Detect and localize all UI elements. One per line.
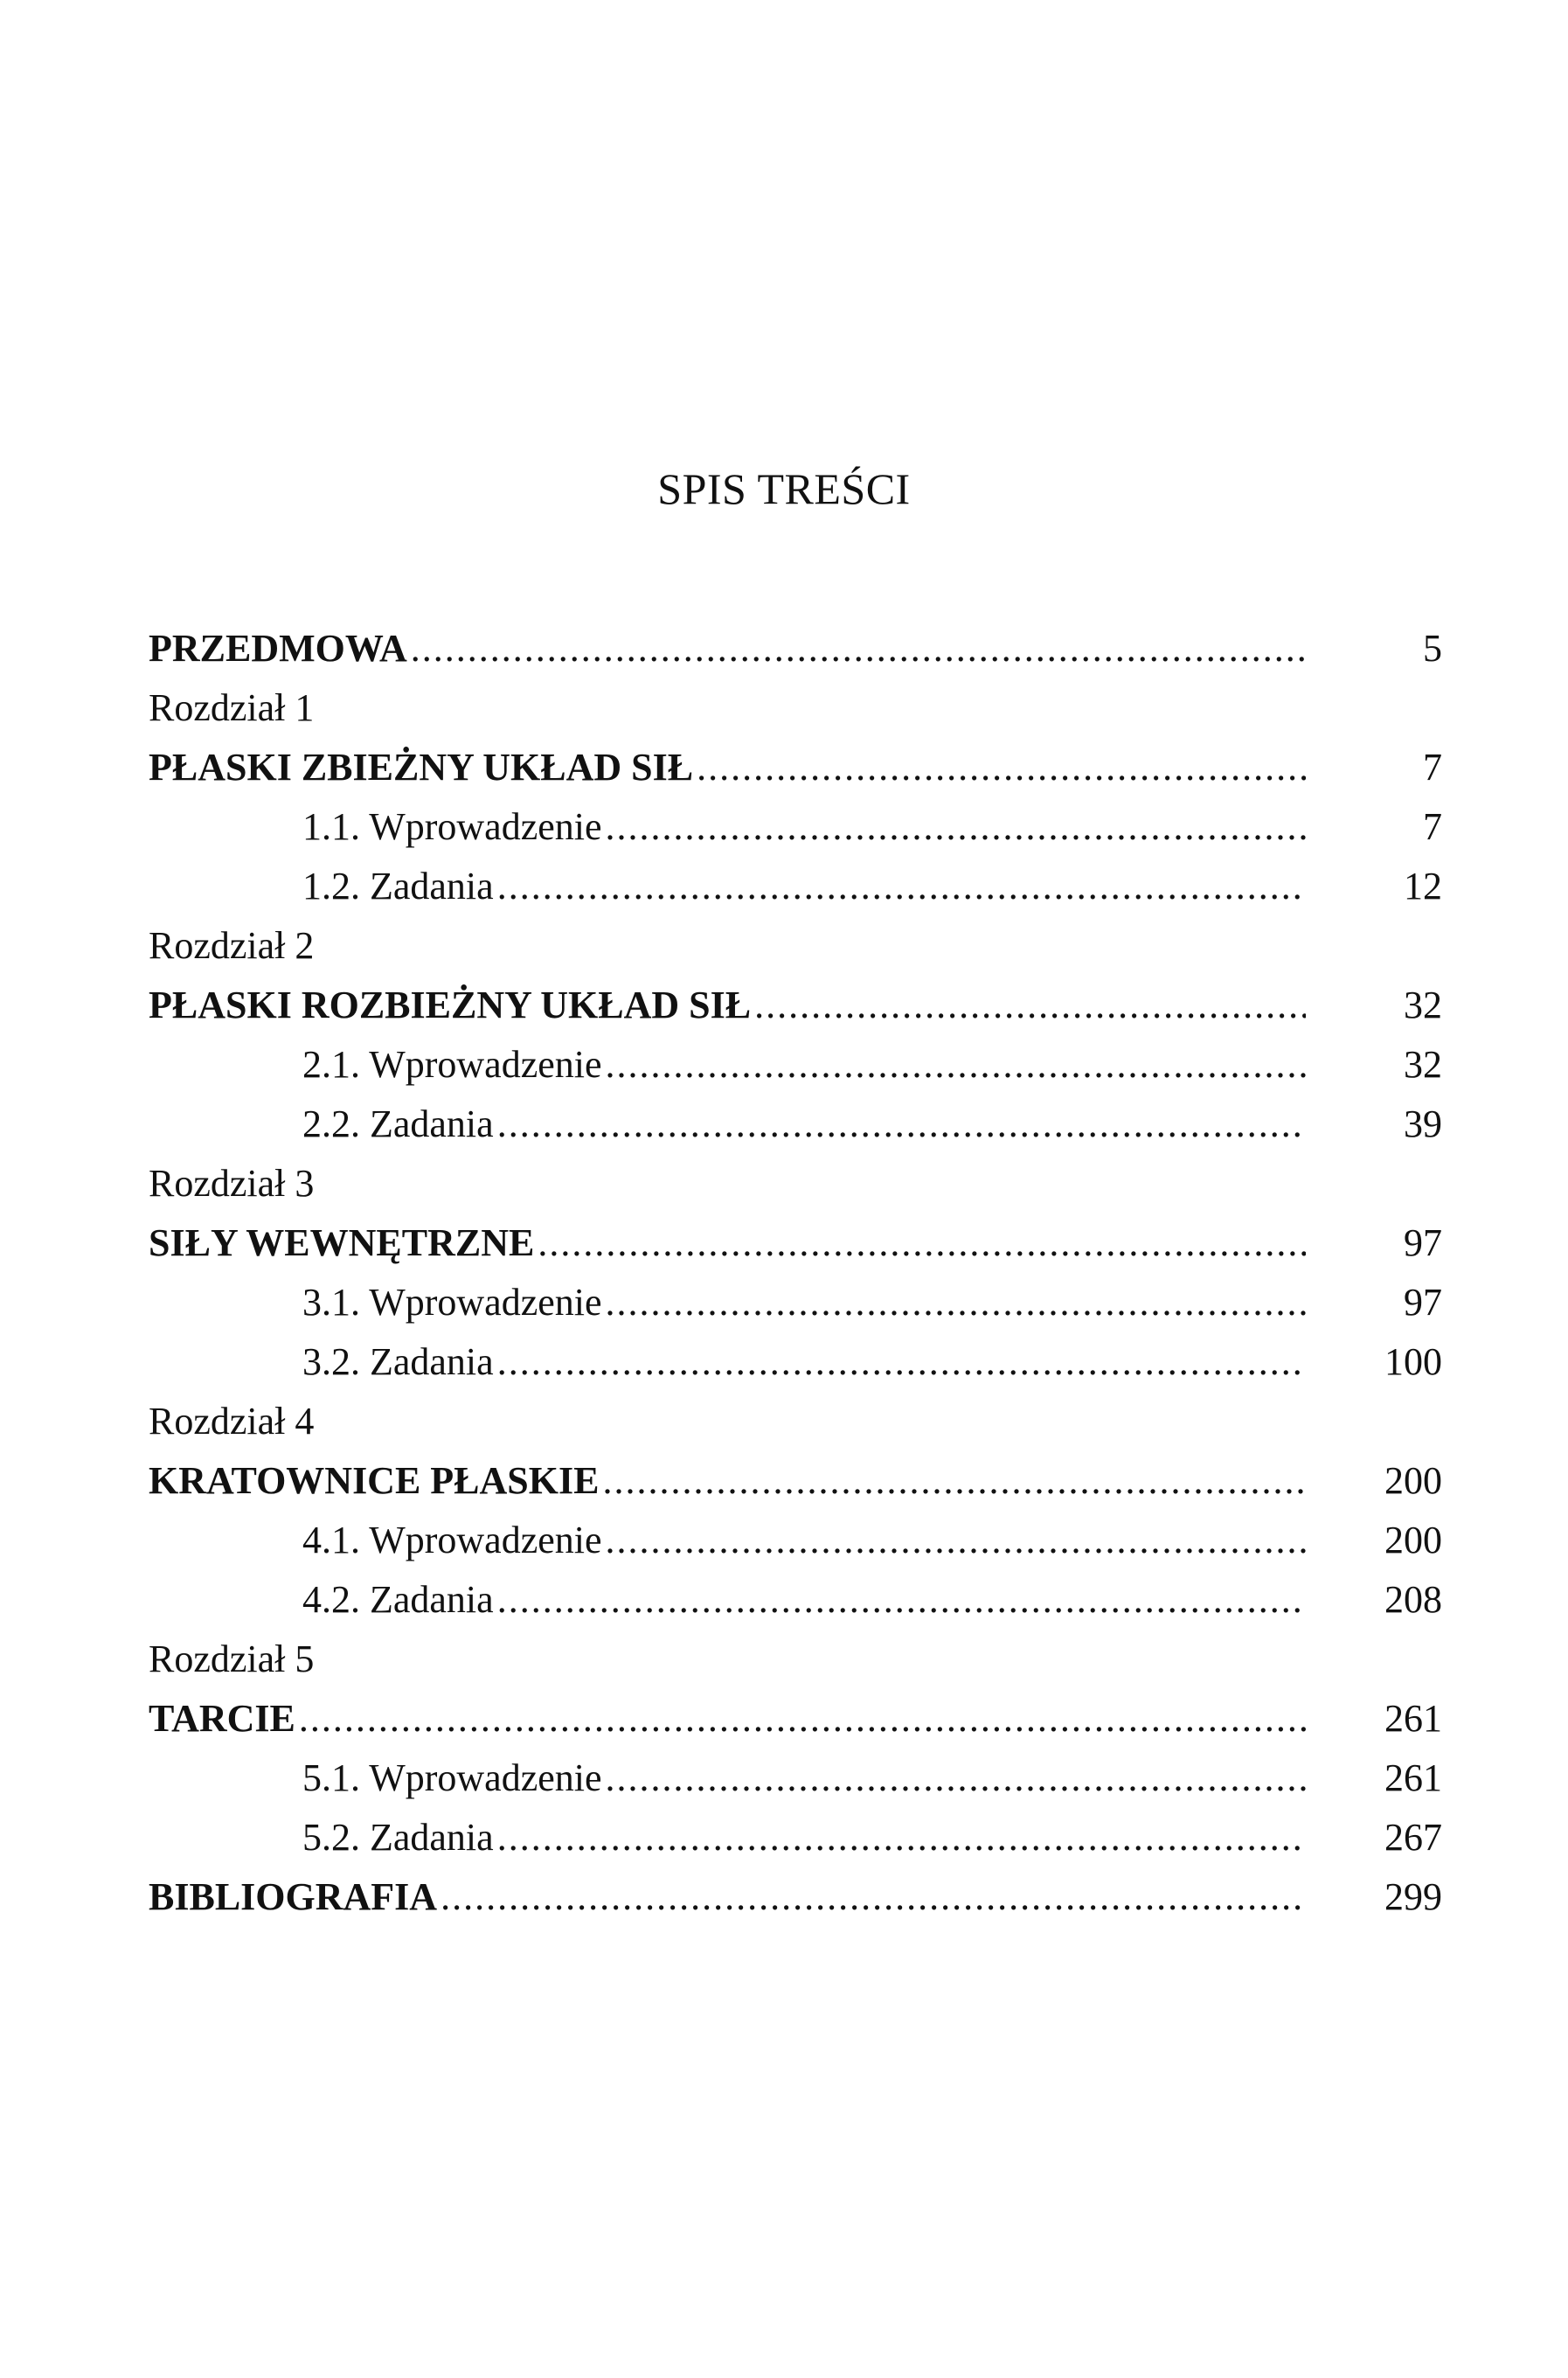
dot-leader: [497, 857, 1306, 916]
dot-leader: [602, 1451, 1306, 1511]
toc-subentry: [149, 1273, 1442, 1332]
toc-entry-text: KRATOWNICE PŁASKIE: [149, 1459, 600, 1502]
toc-page-number: 32: [1404, 1043, 1442, 1086]
table-of-contents: [149, 619, 1442, 1927]
dot-leader: [606, 797, 1306, 857]
toc-entry-text: 2.2. Zadania: [302, 1102, 494, 1145]
chapter-label: [149, 1392, 1442, 1451]
dot-leader: [497, 1808, 1306, 1867]
dot-leader: [606, 1035, 1306, 1095]
toc-entry-text: 4.1. Wprowadzenie: [302, 1519, 602, 1561]
toc-page-number: 299: [1384, 1875, 1442, 1918]
toc-subentry: [149, 1095, 1442, 1154]
toc-page-number: 32: [1404, 984, 1442, 1026]
toc-subentry: [149, 1749, 1442, 1808]
toc-entry-text: TARCIE: [149, 1697, 295, 1740]
toc-page-number: 267: [1384, 1816, 1442, 1859]
toc-entry-text: 3.1. Wprowadzenie: [302, 1281, 602, 1324]
toc-subentry: [149, 1332, 1442, 1392]
toc-entry-text: 1.1. Wprowadzenie: [302, 805, 602, 848]
chapter-label: [149, 916, 1442, 976]
page-title: SPIS TREŚCI: [657, 464, 911, 513]
toc-page-number: 39: [1404, 1102, 1442, 1145]
toc-subentry: [149, 1808, 1442, 1867]
chapter-label: [149, 1154, 1442, 1213]
toc-page-number: 261: [1384, 1756, 1442, 1799]
toc-subentry: [149, 857, 1442, 916]
toc-entry: [149, 1451, 1442, 1511]
toc-page-number: 7: [1423, 746, 1442, 789]
dot-leader: [606, 1749, 1306, 1808]
dot-leader: [606, 1511, 1306, 1570]
toc-entry: [149, 738, 1442, 797]
toc-subentry: [149, 1511, 1442, 1570]
chapter-label: [149, 1630, 1442, 1689]
toc-entry-text: Rozdział 5: [149, 1637, 315, 1680]
toc-entry: [149, 1213, 1442, 1273]
toc-page-number: 261: [1384, 1697, 1442, 1740]
dot-leader: [411, 619, 1306, 678]
toc-entry-text: PŁASKI ZBIEŻNY UKŁAD SIŁ: [149, 746, 694, 789]
toc-page-number: 12: [1404, 865, 1442, 907]
toc-entry: [149, 1689, 1442, 1749]
toc-page-number: 208: [1384, 1578, 1442, 1621]
toc-entry-text: PŁASKI ROZBIEŻNY UKŁAD SIŁ: [149, 984, 752, 1026]
toc-entry-text: 5.1. Wprowadzenie: [302, 1756, 602, 1799]
dot-leader: [497, 1095, 1306, 1154]
dot-leader: [441, 1867, 1306, 1927]
dot-leader: [538, 1213, 1306, 1273]
toc-entry-text: 4.2. Zadania: [302, 1578, 494, 1621]
toc-page-number: 97: [1404, 1221, 1442, 1264]
toc-entry: [149, 1867, 1442, 1927]
toc-page-number: 200: [1384, 1459, 1442, 1502]
toc-page-number: 7: [1423, 805, 1442, 848]
toc-subentry: [149, 797, 1442, 857]
toc-entry-text: Rozdział 2: [149, 924, 315, 967]
toc-entry-text: BIBLIOGRAFIA: [149, 1875, 438, 1918]
toc-entry-text: Rozdział 4: [149, 1400, 315, 1443]
dot-leader: [497, 1570, 1306, 1630]
toc-entry: [149, 619, 1442, 678]
toc-entry-text: SIŁY WEWNĘTRZNE: [149, 1221, 535, 1264]
toc-page-number: 100: [1384, 1340, 1442, 1383]
dot-leader: [606, 1273, 1306, 1332]
toc-subentry: [149, 1035, 1442, 1095]
dot-leader: [497, 1332, 1306, 1392]
toc-entry-text: 1.2. Zadania: [302, 865, 494, 907]
dot-leader: [754, 976, 1306, 1035]
toc-entry: [149, 976, 1442, 1035]
dot-leader: [299, 1689, 1306, 1749]
toc-subentry: [149, 1570, 1442, 1630]
toc-entry-text: 2.1. Wprowadzenie: [302, 1043, 602, 1086]
toc-entry-text: 5.2. Zadania: [302, 1816, 494, 1859]
toc-entry-text: 3.2. Zadania: [302, 1340, 494, 1383]
dot-leader: [697, 738, 1306, 797]
toc-entry-text: Rozdział 1: [149, 686, 315, 729]
toc-page-number: 97: [1404, 1281, 1442, 1324]
toc-page-number: 5: [1423, 627, 1442, 670]
toc-entry-text: Rozdział 3: [149, 1162, 315, 1205]
toc-entry-text: PRZEDMOWA: [149, 627, 407, 670]
chapter-label: [149, 678, 1442, 738]
toc-page-number: 200: [1384, 1519, 1442, 1561]
